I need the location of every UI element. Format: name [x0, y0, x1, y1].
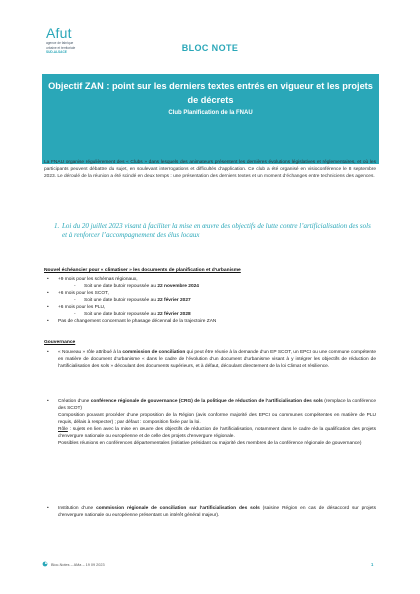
- role-label: Rôle: [58, 427, 68, 432]
- echeancier-list: [44, 276, 376, 325]
- text: Création d’une: [58, 399, 91, 404]
- text: « Nouveau » rôle attribué à la: [58, 350, 123, 355]
- bullet: •: [47, 506, 49, 511]
- section-1-title: Loi du 20 juillet 2023 visant à faciliter la mise en œuvre des objectifs de lutte contre l’artificialisation des sols et à renforcer l’accompagnement des élus locaux: [62, 222, 371, 239]
- crg-term: conférence régionale de gouvernance (CRG) de la politique de réduction de l’artificialisation des sols: [90, 399, 323, 404]
- bullet: •: [47, 291, 49, 296]
- crg-composition: Composition pouvant procéder d’une proposition de la Région (avis conforme majorité des EPCI ou communes compétentes en matière de PLU requis, délais à respecter) ; par défaut : composition fixée par la loi.: [58, 413, 376, 425]
- list-subitem: [44, 297, 376, 304]
- text: (remplace la conférence des SCOT): [58, 399, 376, 411]
- page-number: 1: [371, 562, 374, 567]
- bullet: •: [47, 319, 49, 324]
- list-item: [44, 290, 376, 297]
- text: (saisine Région en cas de désaccord sur projets d’envergure nationale ou européenne présentant un intérêt général majeur).: [58, 506, 376, 518]
- document-title: Objectif ZAN : point sur les derniers textes entrés en vigueur et les projets de décrets: [48, 81, 373, 105]
- crg-role: [58, 426, 376, 440]
- subitem-prefix: Soit une date butoir repoussée au: [84, 312, 158, 317]
- title-banner: [42, 74, 379, 164]
- bloc-note-heading: BLOC NOTE: [181, 43, 239, 53]
- gouvernance-heading: Gouvernance: [44, 340, 76, 345]
- text: Institution d’une: [58, 506, 97, 511]
- list-item-text: +6 mois pour les SCOT,: [58, 291, 109, 296]
- list-item: [44, 304, 376, 311]
- dash: -: [74, 298, 76, 303]
- subitem-date: 22 février 2028: [157, 312, 191, 317]
- logo-tagline-1: agence de fabrique: [46, 41, 74, 45]
- echeancier-heading: Nouvel échéancier pour « climatiser » les documents de planification et d’urbanisme: [44, 268, 241, 273]
- list-item-text: +6 mois pour les PLU,: [58, 305, 106, 310]
- section-1-number: 1.: [54, 222, 60, 230]
- list-item: [44, 505, 376, 519]
- list-item-text: Pas de changement concernant le phasage décennal de la trajectoire ZAN: [58, 319, 217, 324]
- crg-conferences: Possibles réunions en conférences départementales (initiative présidant ou majorité des membres de la conférence régionale de gouvernance): [58, 441, 362, 446]
- subitem-date: 22 février 2027: [157, 298, 191, 303]
- bullet: •: [47, 350, 49, 355]
- dash: -: [74, 284, 76, 289]
- gouvernance-item-3: [44, 505, 376, 519]
- list-item: [44, 349, 376, 370]
- list-item: [44, 276, 376, 283]
- logo-word: Afut: [46, 25, 72, 41]
- gouvernance-item-1: [44, 349, 376, 370]
- commission-conciliation-term: commission de conciliation: [122, 350, 186, 355]
- text: qui peut être réunie à la demande d’un EP SCOT, un EPCI ou une commune compétente en matière de document d’urbanisme « dans le cadre de l’évolution d’un document d’urbanisme visant à y intégrer les objectifs de réduction de l’artificialisation des sols » découlant des documents supérieurs, et à défaut, découlant directement de la loi Climat et résilience.: [58, 350, 377, 369]
- list-subitem: [44, 283, 376, 290]
- logo-region: SUD-ALSACE: [46, 50, 67, 54]
- footer-text: Bloc-Notes – AMa – 19 09 2023: [51, 563, 105, 567]
- afut-mini-logo-icon: [42, 561, 48, 567]
- subitem-date: 22 novembre 2024: [157, 284, 199, 289]
- text: : sujets en lien avec la mise en œuvre des objectifs de réduction de l’artificialisation, notamment dans le cadre de la qualification des projets d’envergure nationale ou européenne et de celle des projets d’envergure régionale.: [58, 427, 376, 439]
- bullet: •: [47, 277, 49, 282]
- list-item: [44, 318, 376, 325]
- bullet: •: [47, 305, 49, 310]
- document-subtitle: Club Planification de la FNAU: [168, 110, 253, 116]
- intro-paragraph: La FNAU organise régulièrement des « Clubs » dans lesquels des animateurs présentent les dernières évolutions législatives et réglementaires, et où les participants peuvent débattre du sujet, en soulevant interrogations et difficultés d’application. Ce club a été organisé en visioconférence le 8 septembre 2023. Le déroulé de la réunion a été scindé en deux temps : une présentation des derniers textes et un moment d’échanges entre techniciens des agences.: [44, 160, 376, 179]
- bullet: •: [47, 399, 49, 404]
- gouvernance-item-2: [44, 398, 376, 447]
- list-subitem: [44, 311, 376, 318]
- section-1-heading: [54, 222, 372, 240]
- commission-regionale-term: commission régionale de conciliation sur l’artificialisation des sols: [96, 506, 260, 511]
- list-item: [44, 398, 376, 447]
- logo-tagline-2: urbaine et territoriale: [46, 46, 76, 50]
- subitem-prefix: Soit une date butoir repoussée au: [84, 284, 158, 289]
- subitem-prefix: Soit une date butoir repoussée au: [84, 298, 158, 303]
- dash: -: [74, 312, 76, 317]
- list-item-text: +9 mois pour les schémas régionaux,: [58, 277, 138, 282]
